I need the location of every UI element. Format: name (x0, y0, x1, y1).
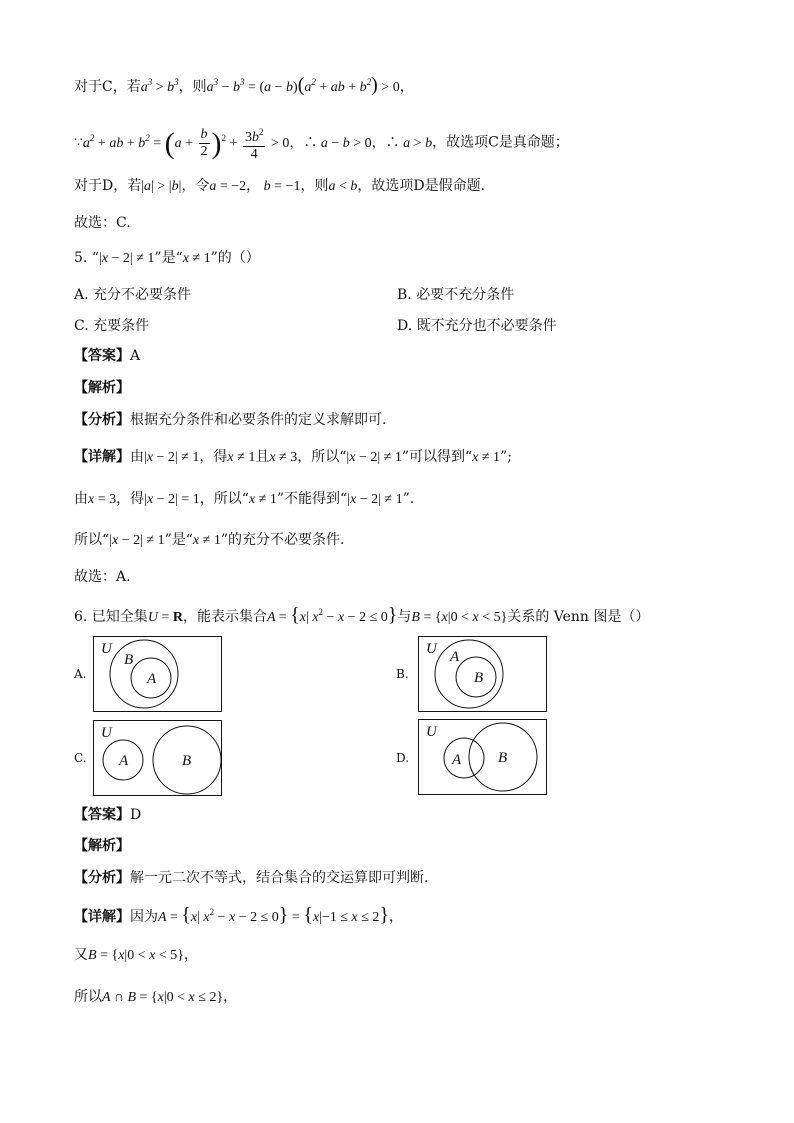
choose-c: 故选：C. (74, 215, 131, 231)
formula-a-b-values: a = −2， b = −1 (209, 179, 301, 194)
venn-option-b-label: B. (396, 667, 409, 681)
because-text: ，故选项C是真命题； (432, 134, 569, 151)
formula-x-neq-1-2: x ≠ 1 (472, 450, 501, 465)
because-symbol: ∵ (74, 134, 83, 151)
xiangjie-tag: 【详解】 (74, 449, 130, 465)
venn-diagram-d (418, 719, 548, 796)
venn-diagram-b (418, 636, 548, 713)
xj-text-4: ，所以“ (297, 449, 347, 465)
venn-label-b: B (182, 753, 192, 769)
q5-option-a: A. 充分不必要条件 (74, 287, 192, 303)
q6-answer (74, 805, 141, 825)
fenxi-text: 解一元二次不等式，结合集合的交运算即可判断. (130, 870, 429, 886)
formula-U-eq-R: U = R (147, 610, 183, 625)
d-case-text-3: ，则 (300, 178, 329, 194)
q5-choose: 故选：A. (74, 569, 131, 585)
formula-diff-cubes: $a^3 - b^3 = (a - b)(a^2$ + ab + $b^2) > 0$ (206, 74, 400, 96)
venn-circle-a (435, 640, 503, 708)
q5-stem-text-3: ”的（） (210, 250, 260, 266)
xj-text: 由 (130, 449, 144, 465)
venn-diagram-c (93, 720, 223, 797)
venn-circle-b (110, 640, 178, 708)
venn-universe-box (94, 637, 222, 712)
q6-analysis-tag: 【解析】 (74, 838, 130, 854)
q5-analysis-tag: 【解析】 (74, 380, 130, 396)
q5-xiangjie-1 (74, 447, 512, 468)
formula-intersection: A ∩ B = {x|0 < x ≤ 2} (102, 990, 224, 1005)
q6-stem (74, 602, 649, 628)
q5-xiangjie-2 (74, 489, 414, 510)
xj2-text: 又 (74, 947, 88, 963)
formula-abs-a-gt-abs-b: |a| > |b| (141, 179, 182, 194)
xj-text-5: ”可以得到“ (401, 449, 473, 465)
xiangjie-tag: 【详解】 (74, 909, 130, 925)
venn-label-b: B (124, 652, 134, 668)
q6-stem-text-3: 与 (397, 609, 412, 625)
venn-label-u: U (426, 641, 437, 657)
xj2-text-5: ”. (402, 491, 415, 507)
q6-xiangjie-1 (74, 902, 403, 928)
venn-label-b: B (474, 670, 484, 686)
venn-label-u: U (426, 724, 437, 740)
venn-diagram-a (93, 636, 223, 713)
venn-label-a: A (452, 752, 462, 768)
venn-option-a-label: A. (74, 667, 87, 681)
venn-label-a: A (119, 753, 129, 769)
venn-universe-box (94, 721, 222, 796)
venn-option-d-label: D. (396, 751, 410, 765)
venn-label-a: A (147, 671, 157, 687)
formula-abs-x-2-neq-1: |x − 2| ≠ 1 (109, 533, 165, 548)
formula-set-B: B = {x|0 < x < 5} (88, 948, 184, 963)
xj2-text-3: ，所以“ (199, 491, 249, 507)
q6-xiangjie-2 (74, 945, 198, 966)
answer-value: D (130, 807, 142, 823)
formula-x-neq-3: x ≠ 3 (269, 450, 298, 465)
venn-universe-box (419, 720, 547, 795)
venn-label-a: A (450, 649, 460, 665)
xj2-text-2: ，得 (116, 491, 145, 507)
answer-tag: 【答案】 (74, 807, 130, 823)
c-case-text: 对于C，若 (74, 79, 141, 95)
xj-text-3: 且 (255, 449, 270, 465)
q5-answer (74, 346, 140, 366)
xj3-text-2: ， (223, 989, 238, 1005)
c-case-text-3: ， (399, 79, 414, 95)
q5-number: 5. (74, 250, 88, 266)
formula-abs-x-2-neq-1-2: |x − 2| ≠ 1 (346, 450, 402, 465)
q5-xiangjie-3 (74, 530, 344, 551)
q5-stem-text-2: ”是“ (154, 250, 183, 266)
q6-number: 6. (74, 609, 88, 625)
formula-a3-gt-b3: $a^3 > b^3$ (140, 77, 179, 95)
c-case-line (74, 72, 414, 98)
xj-text: 因为 (130, 909, 158, 925)
answer-tag: 【答案】 (74, 348, 130, 364)
fenxi-tag: 【分析】 (74, 870, 130, 886)
formula-x-neq-1: x ≠ 1 (227, 450, 256, 465)
venn-label-b: B (498, 750, 508, 766)
q5-stem (74, 248, 260, 269)
q5-stem-text: “ (91, 250, 99, 266)
venn-label-u: U (101, 641, 112, 657)
xj2-text: 由 (74, 491, 88, 507)
formula-x-neq-1: x ≠ 1 (248, 492, 277, 507)
xj3-text-2: ”是“ (164, 532, 193, 548)
venn-circle-a (444, 738, 484, 778)
q6-stem-text: 已知全集 (91, 609, 148, 625)
xj-text-2: ， (389, 909, 404, 925)
xj2-text-2: ， (183, 947, 198, 963)
q6-xiangjie-3 (74, 987, 237, 1008)
formula-completing-square: $a^2$ + ab + $b^2 = (a$ + $\frac{b}{2}$ )$^2$ + $\frac{3b^2}{4}$ > 0，∴ a − b > 0，∴ a > b (83, 136, 432, 151)
venn-option-c-label: C. (74, 751, 87, 765)
xj-text-6: ”; (500, 449, 512, 465)
d-case-text-4: ，故选项D是假命题. (357, 178, 486, 194)
xj2-text-4: ”不能得到“ (276, 491, 348, 507)
answer-value: A (130, 348, 141, 364)
fenxi-text: 根据充分条件和必要条件的定义求解即可. (130, 412, 387, 428)
q5-option-b: B. 必要不充分条件 (397, 287, 515, 303)
d-case-text: 对于D，若 (74, 178, 142, 194)
formula-set-B: B = {x|0 < x < 5} (411, 610, 508, 625)
d-case-text-2: ，令 (181, 178, 210, 194)
formula-abs-x-2-neq-1: |x − 2| ≠ 1 (144, 450, 200, 465)
xj3-text: 所以 (74, 989, 102, 1005)
q5-option-c: C. 充要条件 (74, 318, 150, 334)
formula-a-lt-b: a < b (328, 179, 358, 194)
formula-abs-x-2-neq-1: |x − 2| ≠ 1 (347, 492, 403, 507)
formula-set-A: A = {x| $x^2 - x - 2 \le 0$} (266, 604, 398, 626)
c-case-text-2: ，则 (178, 79, 207, 95)
xj-text-2: ，得 (199, 449, 228, 465)
xj3-text: 所以“ (74, 532, 110, 548)
q6-fenxi (74, 868, 428, 888)
because-line (74, 124, 569, 163)
formula-x-eq-3: x = 3 (88, 492, 117, 507)
formula-abs-x-2-eq-1: |x − 2| = 1 (144, 492, 200, 507)
q5-option-d: D. 既不充分也不必要条件 (397, 318, 557, 334)
fenxi-tag: 【分析】 (74, 412, 130, 428)
xj3-text-3: ”的充分不必要条件. (220, 532, 345, 548)
formula-x-neq-1: x ≠ 1 (192, 533, 221, 548)
venn-label-u: U (101, 725, 112, 741)
formula-solve-A: A = {x| $x^2 - x - 2 \le 0\} = \{x|-1 \le x \le 2\}$ (158, 904, 390, 926)
d-case-line (74, 176, 485, 197)
formula-abs-x-2-neq-1: |x − 2| ≠ 1 (98, 251, 155, 266)
formula-x-neq-1: x ≠ 1 (182, 251, 211, 266)
q6-stem-text-4: 关系的 Venn 图是（） (507, 609, 650, 625)
q6-stem-text-2: ，能表示集合 (182, 609, 267, 625)
q5-fenxi (74, 410, 386, 430)
